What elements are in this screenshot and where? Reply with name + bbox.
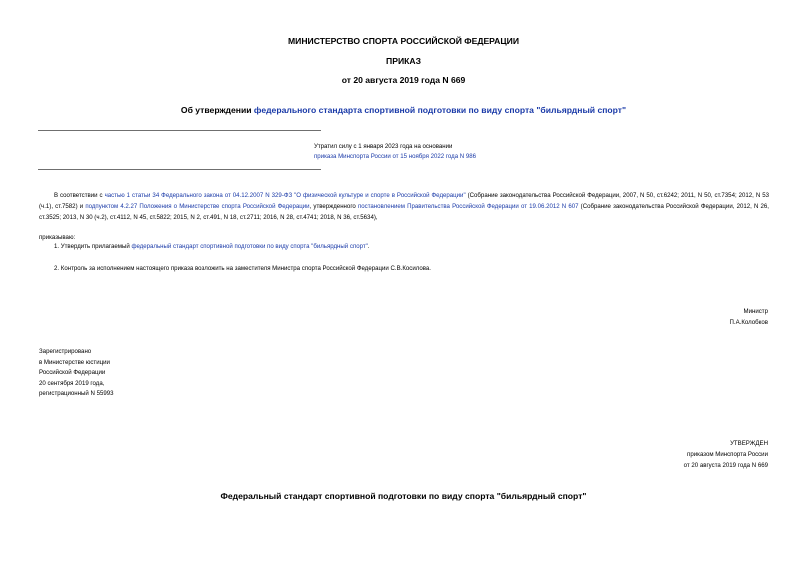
- doc-date-number: от 20 августа 2019 года N 669: [341, 75, 466, 85]
- divider-top: [38, 130, 321, 131]
- preamble-text-3: , утвержденного: [309, 203, 358, 210]
- preamble-text-4: (Собрание законодательства Российской Федерации, 2012, N 26, ст.3525; 2013, N 30 (ч.2), ст.4112, N 45, ст.5822; 2015, N 2, ст.491, N 18, ст.2711; 2016, N 28, ст.4741; 2018, N 36, ст.5634),: [39, 203, 769, 221]
- registration-line-3: Российской Федерации: [39, 369, 106, 376]
- signature-position: Министр: [743, 308, 768, 315]
- registration-block: [39, 347, 114, 400]
- divider-bottom: [38, 169, 321, 170]
- doc-type-heading: ПРИКАЗ: [386, 56, 421, 66]
- approval-line-2: приказом Минспорта России: [687, 451, 768, 458]
- regulation-link[interactable]: подпунктом 4.2.27 Положения о Министерстве спорта Российской Федерации: [85, 203, 310, 210]
- repeal-notice-line1: Утратил силу с 1 января 2023 года на основании: [314, 143, 453, 150]
- registration-line-4: 20 сентября 2019 года,: [39, 379, 105, 387]
- title-link[interactable]: федерального стандарта спортивной подготовки по виду спорта "бильярдный спорт": [253, 105, 627, 115]
- ministry-heading: МИНИСТЕРСТВО СПОРТА РОССИЙСКОЙ ФЕДЕРАЦИИ: [287, 36, 519, 46]
- order-item-1: [54, 243, 370, 252]
- approval-line-1: УТВЕРЖДЕН: [730, 440, 768, 447]
- signature-block: [730, 306, 769, 328]
- repeal-notice-link[interactable]: приказа Минспорта России от 15 ноября 2022 года N 986: [314, 153, 477, 160]
- approval-block: [684, 438, 768, 471]
- preamble-text-1: В соответствии с: [54, 192, 105, 199]
- standard-title: Федеральный стандарт спортивной подготовки по виду спорта "бильярдный спорт": [220, 491, 587, 501]
- preamble-text-2: (Собрание законодательства Российской Федерации, 2007, N 50, ст.6242; 2011, N 50, ст.7354; 2012, N 53 (ч.1), ст.7582) и: [39, 192, 770, 210]
- law-link[interactable]: частью 1 статьи 34 Федерального закона от 04.12.2007 N 329-ФЗ "О физической культуре и спорте в Российской Федерации": [104, 192, 466, 199]
- item1-prefix: 1. Утвердить прилагаемый: [54, 243, 132, 250]
- document-title: [0, 105, 807, 115]
- order-item-2: 2. Контроль за исполнением настоящего приказа возложить на заместителя Министра спорта Российской Федерации С.В.Косилова.: [54, 265, 431, 272]
- order-word: приказываю:: [39, 234, 76, 241]
- approval-line-3: от 20 августа 2019 года N 669: [683, 462, 768, 469]
- item1-suffix: .: [367, 243, 370, 250]
- registration-line-5: регистрационный N 55993: [39, 390, 114, 397]
- registration-line-2: в Министерстве юстиции: [39, 358, 110, 366]
- registration-line-1: Зарегистрировано: [39, 348, 92, 355]
- signature-name: П.А.Колобков: [729, 319, 768, 326]
- standard-link[interactable]: федеральный стандарт спортивной подготовки по виду спорта "бильярдный спорт": [131, 243, 368, 250]
- resolution-link[interactable]: постановлением Правительства Российской Федерации от 19.06.2012 N 607: [357, 203, 579, 210]
- preamble-paragraph: [39, 190, 769, 223]
- title-prefix: Об утверждении: [180, 105, 254, 115]
